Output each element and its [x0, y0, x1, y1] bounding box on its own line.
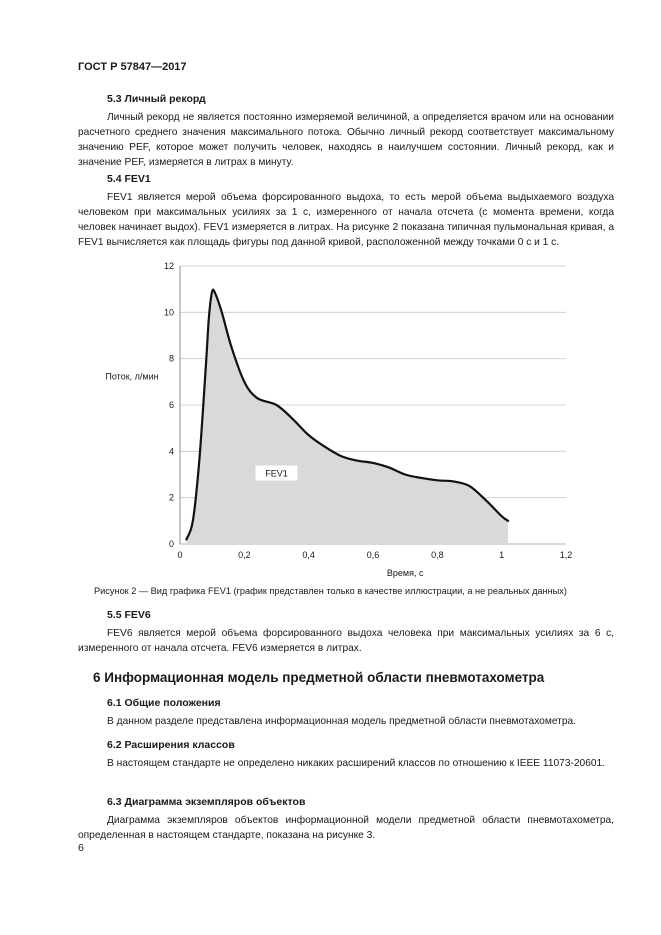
section-6-3-text: Диаграмма экземпляров объектов информационной модели предметной области пневмотахометра, определенная в настоящем стандарте, показана на рисунке 3.: [78, 815, 614, 841]
document-code: ГОСТ Р 57847—2017: [78, 61, 187, 73]
page-number: 6: [78, 842, 84, 854]
section-5-4-text: FEV1 является мерой объема форсированного выдоха, то есть мерой объема выдыхаемого воздуха человеком при максимальных усилиях за 1 с, измеренного от начала отсчета (с момента времени, когда человек начинает выдох). FEV1 измеряется в литрах. На рисунке 2 показана типичная пульмональная кривая, а FEV1 вычисляется как площадь фигуры под данной кривой, расположенной между точками 0 с и 1 с.: [78, 192, 614, 248]
area-label: FEV1: [265, 468, 288, 479]
x-axis-label: Время, с: [386, 568, 424, 578]
section-6-2-title: 6.2 Расширения классов: [107, 739, 235, 751]
section-6-1-title: 6.1 Общие положения: [107, 697, 221, 709]
x-tick-label: 1,2: [559, 550, 573, 560]
y-tick-label: 0: [168, 539, 174, 549]
x-tick-label: 0,2: [238, 550, 251, 560]
fev1-area: [186, 290, 508, 544]
x-tick-label: 0,8: [431, 550, 444, 560]
y-tick-label: 8: [168, 353, 174, 364]
y-tick-label: 10: [163, 307, 174, 318]
y-tick-label: 4: [168, 446, 174, 457]
y-tick-label: 12: [163, 261, 174, 271]
y-tick-label: 2: [168, 492, 174, 503]
x-tick-label: 0,4: [302, 550, 315, 560]
section-5-5-title: 5.5 FEV6: [107, 609, 151, 621]
section-5-4-title: 5.4 FEV1: [107, 173, 151, 185]
section-6-2-text: В настоящем стандарте не определено никаких расширений классов по отношению к IEEE 11073-20601.: [107, 758, 606, 769]
section-6-1-text: В данном разделе представлена информационная модель предметной области пневмотахометра.: [107, 716, 576, 727]
y-tick-label: 6: [168, 400, 174, 410]
section-6-title: 6 Информационная модель предметной области пневмотахометра: [93, 670, 545, 685]
section-5-3-text: Личный рекорд не является постоянно измеряемой величиной, а определяется врачом или на основании расчетного среднего значения максимального потока. Обычно личный рекорд соответствует максимальному значению PEF, которое может получить человек, находясь в наилучшем состоянии. Личный рекорд, как и значение PEF, измеряется в литрах в минуту.: [78, 112, 614, 168]
x-tick-label: 0: [177, 550, 183, 560]
x-tick-label: 1: [499, 550, 505, 560]
section-5-3-title: 5.3 Личный рекорд: [107, 93, 206, 105]
section-5-5-text: FEV6 является мерой объема форсированного выдоха человека при максимальных усилиях за 6 с, измеренного от начала отсчета. FEV6 измеряется в литрах.: [78, 628, 614, 654]
x-tick-label: 0,6: [366, 550, 380, 560]
section-6-3-title: 6.3 Диаграмма экземпляров объектов: [107, 796, 306, 808]
figure-caption: Рисунок 2 — Вид графика FEV1 (график представлен только в качестве иллюстрации, а не реальных данных): [94, 586, 567, 596]
y-axis-label: Поток, л/мин: [105, 371, 159, 382]
fev1-chart: [0, 250, 661, 585]
